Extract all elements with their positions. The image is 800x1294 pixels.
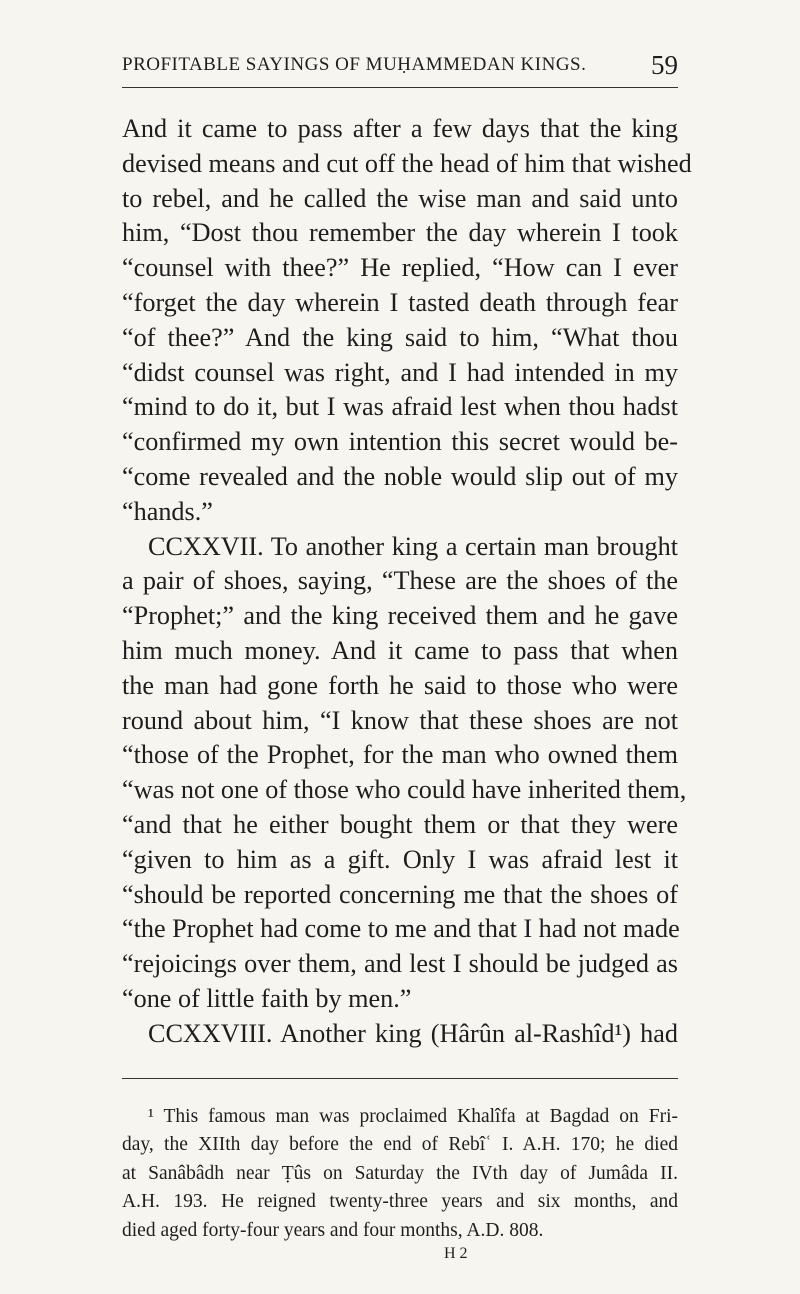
body-line: CCXXVII. To another king a certain man brought — [148, 531, 678, 561]
body-line: CCXXVIII. Another king (Hârûn al-Rashîd¹) had — [148, 1018, 678, 1048]
footnote-line: day, the XIIth day before the end of Rebîʿ I. A.H. 170; he died — [122, 1134, 678, 1156]
body-line: the man had gone forth he said to those who were — [122, 670, 678, 700]
body-line: him much money. And it came to pass that when — [122, 635, 678, 665]
footnote-line: died aged forty-four years and four months, A.D. 808. — [122, 1219, 544, 1241]
signature-mark: H 2 — [444, 1245, 468, 1263]
page-number: 59 — [651, 50, 678, 80]
body-line: devised means and cut off the head of him that wished — [122, 148, 692, 178]
body-line: And it came to pass after a few days that the king — [122, 114, 678, 143]
body-line: “of thee?” And the king said to him, “What thou — [122, 322, 678, 352]
body-line: “was not one of those who could have inherited them, — [122, 775, 687, 805]
body-line: “come revealed and the noble would slip out of my — [122, 461, 678, 491]
body-line: “rejoicings over them, and lest I should be judged as — [122, 949, 678, 979]
body-line: a pair of shoes, saying, “These are the shoes of the — [122, 566, 678, 596]
footnotes — [122, 1103, 678, 1246]
footnote-line: A.H. 193. He reigned twenty-three years and six months, and — [122, 1191, 678, 1213]
body-line: “those of the Prophet, for the man who owned them — [122, 740, 678, 770]
body-line: “the Prophet had come to me and that I had not made — [122, 914, 680, 944]
footnote-line: at Sanâbâdh near Ṭûs on Saturday the IVth day of Jumâda II. — [122, 1162, 678, 1184]
body-line: him, “Dost thou remember the day wherein I took — [122, 218, 678, 248]
running-title: PROFITABLE SAYINGS OF MUḤAMMEDAN KINGS. — [122, 54, 587, 75]
book-page — [122, 50, 692, 1263]
body-line: “didst counsel was right, and I had intended in my — [122, 357, 678, 387]
body-line: “mind to do it, but I was afraid lest when thou hadst — [122, 392, 678, 422]
body-line: “hands.” — [122, 496, 213, 526]
header-rule — [122, 87, 678, 88]
body-line: “forget the day wherein I tasted death through fear — [122, 287, 678, 317]
body-line: “one of little faith by men.” — [122, 983, 412, 1013]
body-line: “counsel with thee?” He replied, “How can I ever — [122, 253, 678, 283]
body-text — [122, 112, 692, 1052]
body-line: round about him, “I know that these shoes are not — [122, 705, 678, 735]
body-line: “Prophet;” and the king received them and he gave — [122, 601, 678, 631]
body-line: “and that he either bought them or that they were — [122, 809, 678, 839]
running-head — [122, 52, 678, 88]
footnote-line: ¹ This famous man was proclaimed Khalîfa at Bagdad on Fri- — [148, 1105, 678, 1127]
body-line: “should be reported concerning me that the shoes of — [122, 879, 678, 909]
footnote-rule — [122, 1078, 678, 1079]
body-line: to rebel, and he called the wise man and said unto — [122, 183, 678, 213]
body-line: “confirmed my own intention this secret would be- — [122, 427, 678, 457]
body-line: “given to him as a gift. Only I was afraid lest it — [122, 844, 678, 874]
